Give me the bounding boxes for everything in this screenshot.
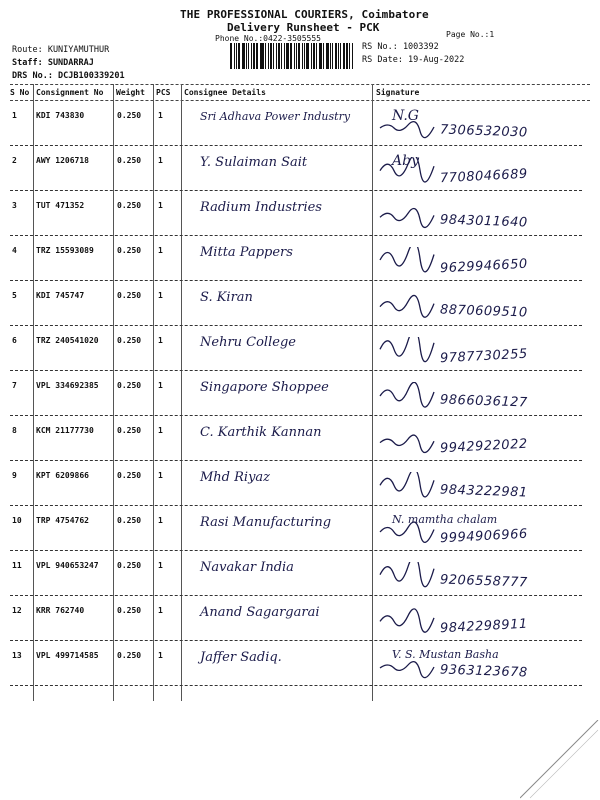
rs-date: RS Date: 19-Aug-2022 [362, 55, 465, 65]
barcode-bar [253, 43, 255, 69]
row-consignee: Anand Sagargarai [200, 605, 320, 620]
row-sno: 5 [12, 291, 17, 300]
row-signature-phone: 9629946650 [439, 256, 529, 277]
rs-number: RS No.: 1003392 [362, 42, 439, 52]
row-consignment: TUT 471352 [36, 201, 85, 210]
barcode-bar [326, 43, 329, 69]
barcode-bar [273, 43, 274, 69]
row-consignment: KPT 6209866 [36, 471, 89, 480]
route-label: Route: KUNIYAMUTHUR [12, 45, 110, 55]
row-sno: 4 [12, 246, 17, 255]
header-bottom-rule [10, 100, 590, 101]
barcode-bar [276, 43, 277, 69]
row-sno: 1 [12, 111, 17, 120]
row-divider [10, 685, 582, 686]
row-sno: 6 [12, 336, 17, 345]
row-sno: 8 [12, 426, 17, 435]
barcode-bar [304, 43, 305, 69]
signature-stroke [380, 662, 434, 678]
row-signature-phone: 7708046689 [439, 166, 529, 187]
signature-stroke [380, 522, 434, 542]
row-signature-phone: 9363123678 [439, 662, 528, 681]
barcode-bar [268, 43, 269, 69]
row-pcs: 1 [158, 516, 163, 525]
row-sno: 13 [12, 651, 22, 660]
barcode-bar [246, 43, 247, 69]
row-sno: 10 [12, 516, 22, 525]
divider [372, 84, 373, 701]
barcode-bar [319, 43, 320, 69]
runsheet-title: Delivery Runsheet - PCK [227, 21, 380, 34]
row-signature-phone: 9787730255 [439, 346, 529, 367]
row-weight: 0.250 [117, 651, 142, 660]
company-phone: Phone No.:0422-3505555 [215, 34, 321, 43]
row-pcs: 1 [158, 651, 163, 660]
col-consignment: Consignment No [36, 88, 104, 97]
row-weight: 0.250 [117, 471, 142, 480]
row-consignment: VPL 499714585 [36, 651, 99, 660]
row-sno: 7 [12, 381, 17, 390]
row-weight: 0.250 [117, 426, 142, 435]
row-sno: 9 [12, 471, 17, 480]
row-consignment: TRP 4754762 [36, 516, 89, 525]
row-signature-mark: V. S. Mustan Basha [392, 648, 499, 661]
signature-stroke [380, 609, 434, 632]
row-consignee: Sri Adhava Power Industry [200, 110, 351, 123]
barcode-bar [343, 43, 345, 69]
barcode-bar [294, 43, 295, 69]
row-signature-phone: 9206558777 [439, 572, 528, 591]
barcode-bar [236, 43, 237, 69]
row-pcs: 1 [158, 426, 163, 435]
divider [181, 84, 182, 701]
barcode-bar [281, 43, 282, 69]
row-weight: 0.250 [117, 381, 142, 390]
row-signature-phone: 7306532030 [439, 122, 528, 141]
barcode-bar [248, 43, 249, 69]
barcode-bar [284, 43, 285, 69]
barcode-bar [316, 43, 317, 69]
row-consignment: AWY 1206718 [36, 156, 89, 165]
signature-stroke [380, 435, 434, 452]
row-divider [10, 370, 582, 371]
divider [113, 84, 114, 701]
drs-number: DRS No.: DCJB100339201 [12, 71, 125, 81]
row-consignment: KDI 743830 [36, 111, 85, 120]
barcode-bar [261, 43, 264, 69]
signature-scribble [378, 652, 438, 680]
row-consignee: Mitta Pappers [200, 245, 293, 260]
barcode-bar [298, 43, 300, 69]
barcode-bar [340, 43, 341, 69]
row-pcs: 1 [158, 111, 163, 120]
signature-scribble [378, 337, 438, 365]
barcode-bar [352, 43, 353, 69]
row-consignment: KRR 762740 [36, 606, 85, 615]
row-consignment: VPL 940653247 [36, 561, 99, 570]
row-weight: 0.250 [117, 516, 142, 525]
col-pcs: PCS [156, 88, 171, 97]
barcode-bar [332, 43, 333, 69]
barcode-bar [346, 43, 348, 69]
signature-stroke [380, 382, 434, 407]
row-sno: 12 [12, 606, 22, 615]
barcode-bar [313, 43, 315, 69]
row-divider [10, 280, 582, 281]
row-signature-phone: 9842298911 [439, 616, 529, 637]
signature-stroke [380, 472, 434, 497]
signature-stroke [380, 247, 434, 272]
barcode-bar [338, 43, 339, 69]
signature-stroke [380, 209, 434, 228]
row-weight: 0.250 [117, 111, 142, 120]
row-pcs: 1 [158, 291, 163, 300]
row-signature-phone: 8870609510 [439, 302, 528, 321]
page-curl [520, 720, 600, 800]
barcode-bar [335, 43, 337, 69]
barcode-bar [320, 43, 322, 69]
row-consignee: S. Kiran [200, 290, 253, 305]
row-weight: 0.250 [117, 606, 142, 615]
row-pcs: 1 [158, 246, 163, 255]
signature-scribble [378, 562, 438, 590]
staff-label: Staff: SUNDARRAJ [12, 58, 94, 68]
barcode-bar [278, 43, 280, 69]
barcode-bar [302, 43, 303, 69]
row-pcs: 1 [158, 156, 163, 165]
signature-scribble [378, 157, 438, 185]
row-signature-phone: 9843011640 [439, 212, 528, 231]
row-divider [10, 325, 582, 326]
row-signature-phone: 9866036127 [439, 392, 528, 411]
row-divider [10, 595, 582, 596]
row-consignment: VPL 334692385 [36, 381, 99, 390]
row-consignee: C. Karthik Kannan [200, 425, 322, 440]
signature-stroke [380, 157, 434, 182]
divider [153, 84, 154, 701]
barcode-bar [330, 43, 331, 69]
barcode-bar [251, 43, 252, 69]
row-weight: 0.250 [117, 156, 142, 165]
row-consignee: Radium Industries [200, 200, 322, 215]
barcode-bar [265, 43, 266, 69]
barcode-bar [323, 43, 324, 69]
row-divider [10, 235, 582, 236]
signature-scribble [378, 607, 438, 635]
row-signature-phone: 9994906966 [439, 526, 529, 547]
signature-stroke [380, 562, 434, 587]
barcode-bar [306, 43, 309, 69]
row-divider [10, 190, 582, 191]
row-consignee: Mhd Riyaz [200, 470, 271, 485]
row-signature-phone: 9843222981 [439, 482, 528, 501]
row-consignee: Y. Sulaiman Sait [200, 155, 308, 170]
signature-scribble [378, 247, 438, 275]
row-weight: 0.250 [117, 246, 142, 255]
signature-scribble [378, 202, 438, 230]
company-name: THE PROFESSIONAL COURIERS, Coimbatore [180, 8, 429, 21]
page-number: Page No.:1 [446, 30, 495, 39]
row-weight: 0.250 [117, 336, 142, 345]
row-divider [10, 640, 582, 641]
divider [33, 84, 34, 701]
col-consignee: Consignee Details [184, 88, 266, 97]
barcode-bar [311, 43, 312, 69]
signature-scribble [378, 382, 438, 410]
row-pcs: 1 [158, 336, 163, 345]
row-consignment: KCM 21177730 [36, 426, 94, 435]
barcode-bar [234, 43, 235, 69]
row-consignee: Jaffer Sadiq. [200, 650, 282, 665]
row-pcs: 1 [158, 471, 163, 480]
row-consignment: TRZ 240541020 [36, 336, 99, 345]
signature-scribble [378, 292, 438, 320]
barcode-bar [260, 43, 261, 69]
barcode-bar [290, 43, 292, 69]
barcode-bar [349, 43, 350, 69]
row-consignee: Nehru College [200, 335, 296, 350]
row-signature-mark: N.G [392, 108, 419, 124]
row-signature-mark: Aby [392, 153, 419, 169]
row-pcs: 1 [158, 381, 163, 390]
row-divider [10, 145, 582, 146]
signature-scribble [378, 472, 438, 500]
row-consignment: KDI 745747 [36, 291, 85, 300]
signature-scribble [378, 517, 438, 545]
header-top-rule [10, 84, 590, 85]
signature-stroke [380, 337, 434, 362]
row-sno: 11 [12, 561, 22, 570]
row-consignee: Singapore Shoppee [200, 380, 329, 395]
signature-stroke [380, 295, 434, 317]
row-pcs: 1 [158, 606, 163, 615]
signature-scribble [378, 427, 438, 455]
row-sno: 3 [12, 201, 17, 210]
row-divider [10, 415, 582, 416]
row-divider [10, 460, 582, 461]
row-weight: 0.250 [117, 291, 142, 300]
barcode-bar [270, 43, 272, 69]
barcode-bar [256, 43, 258, 69]
row-pcs: 1 [158, 561, 163, 570]
row-weight: 0.250 [117, 201, 142, 210]
row-pcs: 1 [158, 201, 163, 210]
row-consignment: TRZ 15593089 [36, 246, 94, 255]
col-signature: Signature [376, 88, 420, 97]
barcode-bar [286, 43, 289, 69]
row-consignee: Rasi Manufacturing [200, 515, 332, 530]
row-divider [10, 550, 582, 551]
col-sno: S No [10, 88, 30, 97]
row-consignee: Navakar India [200, 560, 294, 575]
row-sno: 2 [12, 156, 17, 165]
barcode-bar [296, 43, 297, 69]
signature-stroke [380, 122, 434, 138]
barcode-bar [238, 43, 240, 69]
row-signature-phone: 9942922022 [439, 436, 529, 457]
barcode-bar [242, 43, 245, 69]
row-signature-mark: N. mamtha chalam [392, 513, 498, 526]
barcode-bar [230, 43, 232, 69]
col-weight: Weight [116, 88, 145, 97]
row-weight: 0.250 [117, 561, 142, 570]
signature-scribble [378, 112, 438, 140]
barcode [230, 43, 354, 69]
row-divider [10, 505, 582, 506]
